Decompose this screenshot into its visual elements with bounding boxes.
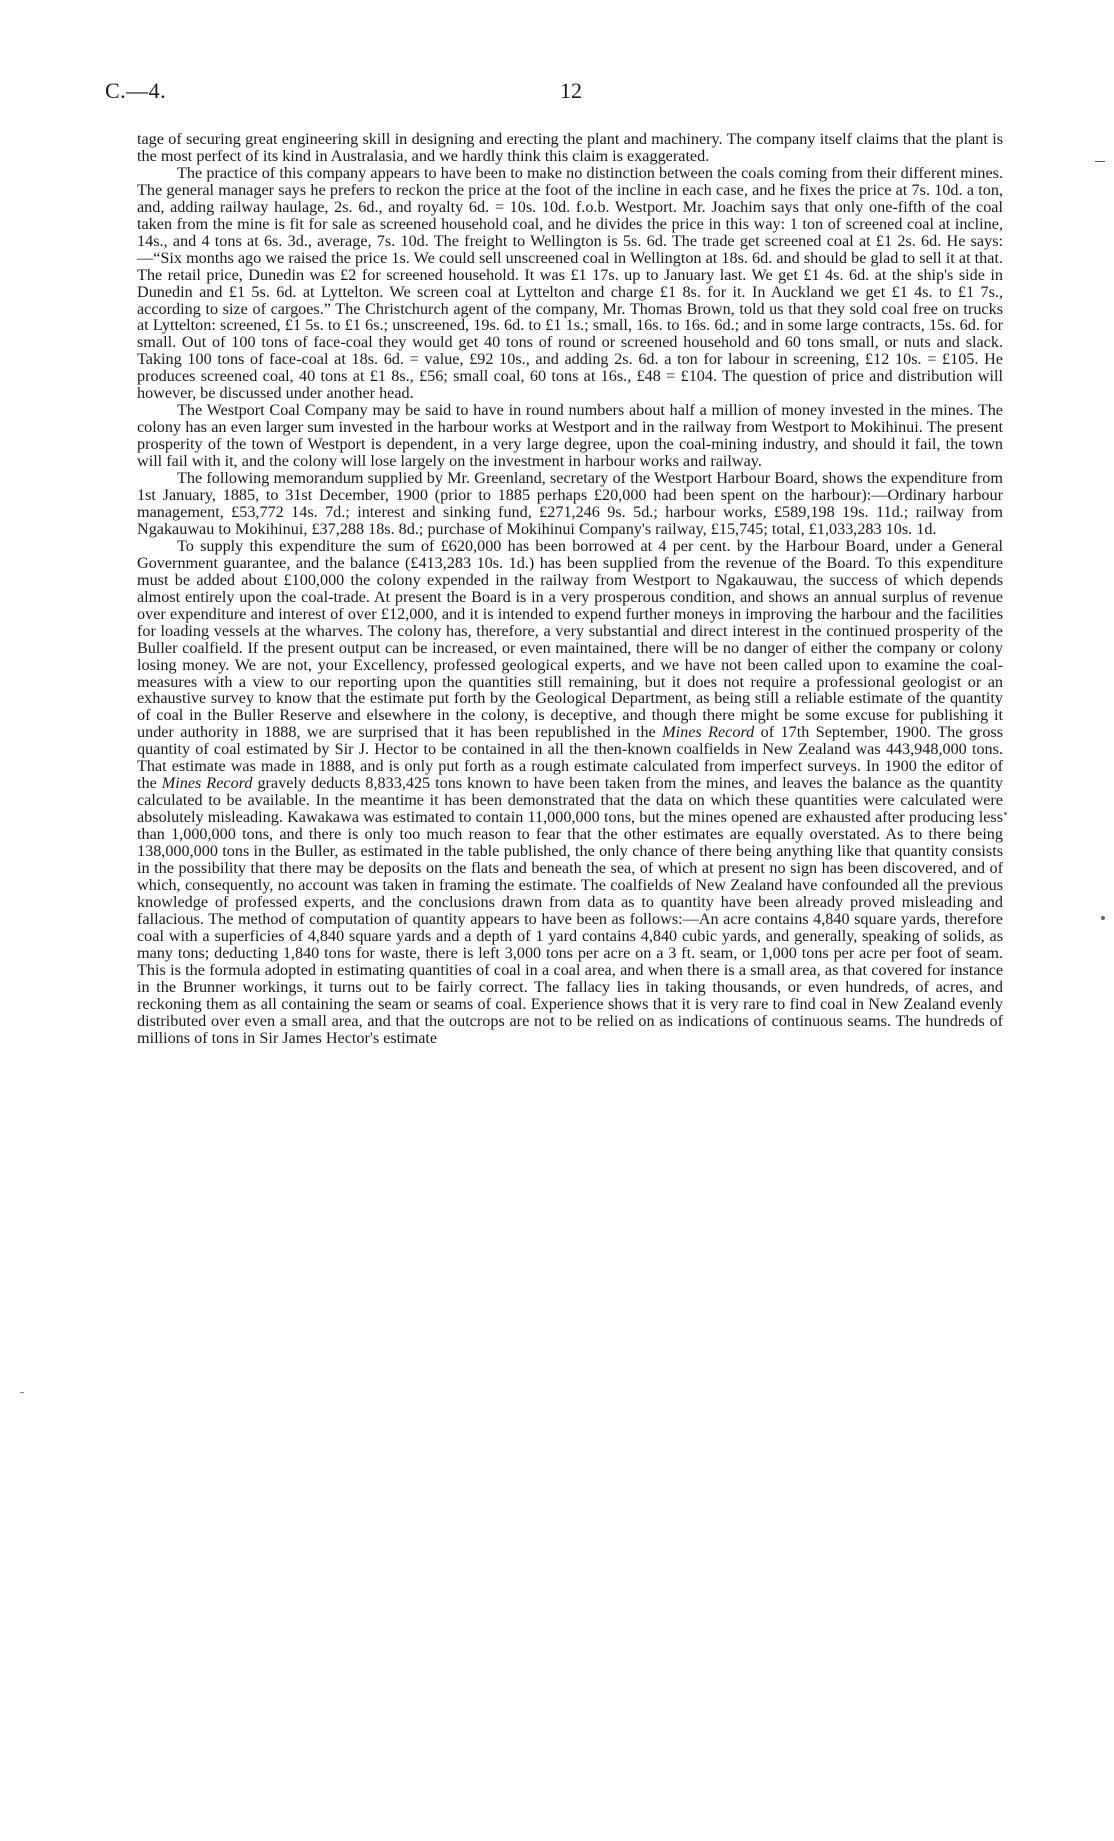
paragraph-coal-pricing (137, 165, 1003, 402)
paragraph-continuation (137, 131, 1003, 165)
page-header (105, 78, 1005, 108)
paragraph-text: The Westport Coal Company may be said to have in round numbers about half a million of money invested in the mines. The colony has an even larger sum invested in the harbour works at Westport and in the railway from Westport to Mokihinui. The present prosperity of the town of Westport is dependent, in a very large degree, upon the coal-mining industry, and should it fail, the town will fail with it, and the colony will lose largely on the investment in harbour works and railway. (137, 401, 1003, 471)
paragraph-text: The following memorandum supplied by Mr. Greenland, secretary of the Westport Harbour Board, shows the expenditure from 1st January, 1885, to 31st December, 1900 (prior to 1885 perhaps £20,000 had been spent on the harbour):—Ordinary harbour management, £53,772 14s. 7d.; interest and sinking fund, £271,246 9s. 5d.; harbour works, £589,198 19s. 11d.; railway from Ngakauwau to Mokihinui, £37,288 18s. 8d.; purchase of Mokihinui Company's railway, £15,745; total, £1,033,283 10s. 1d. (137, 469, 1003, 538)
body-text (137, 131, 1003, 1046)
margin-mark (1095, 161, 1105, 162)
paragraph-expenditure-estimate (137, 538, 1003, 1047)
paragraph-text: The practice of this company appears to have been to make no distinction between the coals coming from their different mines. The general manager says he prefers to reckon the price at the foot of the incline in each case, and he fixes the price at 7s. 10d. a ton, and, adding railway haulage, 2s. 6d., and royalty 6d. = 10s. 10d. f.o.b. Westport. Mr. Joachim says that only one-fifth of the coal taken from the mine is fit for sale as screened household coal, and he divides the price in this way: 1 ton of screened coal at incline, 14s., and 4 tons at 6s. 3d., average, 7s. 10d. The freight to Wellington is 5s. 6d. The trade get screened coal at £1 2s. 6d. He says:—“Six months ago we raised the price 1s. We could sell unscreened coal in Wellington at 18s. 6d. and should be glad to sell it at that. The retail price, Dunedin was £2 for screened household. It was £1 17s. up to January last. We get £1 4s. 6d. at the ship's side in Dunedin and £1 5s. 6d. at Lyttelton. We screen coal at Lyttelton and charge £1 8s. for it. In Auckland we get £1 4s. to £1 7s., according to size of cargoes.” The Christchurch agent of the company, Mr. Thomas Brown, told us that they sold coal free on trucks at Lyttelton: screened, £1 5s. to £1 6s.; unscreened, 19s. 6d. to £1 1s.; small, 16s. to 16s. 6d.; and in some large contracts, 15s. 6d. for small. Out of 100 tons of face-coal they would get 40 tons of round or screened household and 60 tons small, or nuts and slack. Taking 100 tons of face-coal at 18s. 6d. = value, £92 10s., and adding 2s. 6d. a ton for labour in screening, £12 10s. = £105. He produces screened coal, 40 tons at £1 8s., £56; small coal, 60 tons at 16s., £48 = £104. The question of price and distribution will however, be discussed under another head. (137, 163, 1003, 403)
paragraph-text: tage of securing great engineering skill in designing and erecting the plant and machinery. The company itself claims that the plant is the most perfect of its kind in Australasia, and we hardly think this claim is exaggerated. (137, 130, 1003, 165)
page-number: 12 (560, 78, 582, 103)
document-reference: C.—4. (105, 78, 167, 103)
paragraph-investment (137, 402, 1003, 470)
margin-mark (1101, 916, 1105, 920)
margin-mark (1004, 812, 1007, 815)
margin-mark (20, 1392, 24, 1393)
publication-title: Mines Record (161, 774, 253, 793)
paragraph-text: of 17th September, 1900. The gross quantity of coal estimated by Sir J. Hector to be contained in all the then-known coalfields in New Zealand was 443,948,000 tons. That estimate was made in 1888, and is only put forth as a rough estimate calculated from imperfect surveys. In 1900 the editor of the (137, 723, 1004, 793)
paragraph-text: gravely deducts 8,833,425 tons known to have been taken from the mines, and leaves the balance as the quantity calculated to be available. In the meantime it has been demonstrated that the data on which these quantities were calculated were absolutely misleading. Kawakawa was estimated to contain 11,000,000 tons, but the mines opened are exhausted after producing less than 1,000,000 tons, and there is only too much reason to fear that the other estimates are equally overstated. As to there being 138,000,000 tons in the Buller, as estimated in the table published, the only chance of there being anything like that quantity consists in the possibility that there may be deposits on the flats and beneath the sea, of which at present no sign has been discovered, and of which, consequently, no account was taken in framing the estimate. The coalfields of New Zealand have confounded all the previous knowledge of professed experts, and the conclusions drawn from data as to quantity have been already proved misleading and fallacious. The method of computation of quantity appears to have been as follows:—An acre contains 4,840 square yards, therefore coal with a superficies of 4,840 square yards and a depth of 1 yard contains 4,840 cubic yards, and generally, speaking of solids, as many tons; deducting 1,840 tons for waste, there is left 3,000 tons per acre on a 3 ft. seam, or 1,000 tons per acre per foot of seam. This is the formula adopted in estimating quantities of coal in a coal area, and when there is a small area, as that covered for instance in the Brunner workings, it turns out to be fairly correct. The fallacy lies in taking thousands, or even hundreds, of acres, and reckoning them as all containing the seam or seams of coal. Experience shows that it is very rare to find coal in New Zealand evenly distributed over even a small area, and that the outcrops are not to be relied on as indications of continuous seams. The hundreds of millions of tons in Sir James Hector's estimate (137, 774, 1003, 1047)
publication-title: Mines Record (662, 723, 755, 742)
paragraph-text: To supply this expenditure the sum of £620,000 has been borrowed at 4 per cent. by the Harbour Board, under a General Government guarantee, and the balance (£413,283 10s. 1d.) has been supplied from the revenue of the Board. To this expenditure must be added about £100,000 the colony expended in the railway from Westport to Ngakauwau, the success of which depends almost entirely upon the coal-trade. At present the Board is in a very prosperous condition, and shows an annual surplus of revenue over expenditure and interest of over £12,000, and it is intended to expend further moneys in improving the harbour and the facilities for loading vessels at the wharves. The colony has, therefore, a very substantial and direct interest in the continued prosperity of the Buller coalfield. If the present output can be increased, or even maintained, there will be no danger of either the company or colony losing money. We are not, your Excellency, professed geological experts, and we have not been called upon to examine the coal-measures with a view to our reporting upon the quantities still remaining, but it does not require a professional geologist or an exhaustive survey to know that the estimate put forth by the Geological Department, as being still a reliable estimate of the quantity of coal in the Buller Reserve and elsewhere in the colony, is deceptive, and though there might be some excuse for publishing it under authority in 1888, we are surprised that it has been republished in the (137, 536, 1003, 742)
paragraph-harbour-memorandum (137, 470, 1003, 538)
